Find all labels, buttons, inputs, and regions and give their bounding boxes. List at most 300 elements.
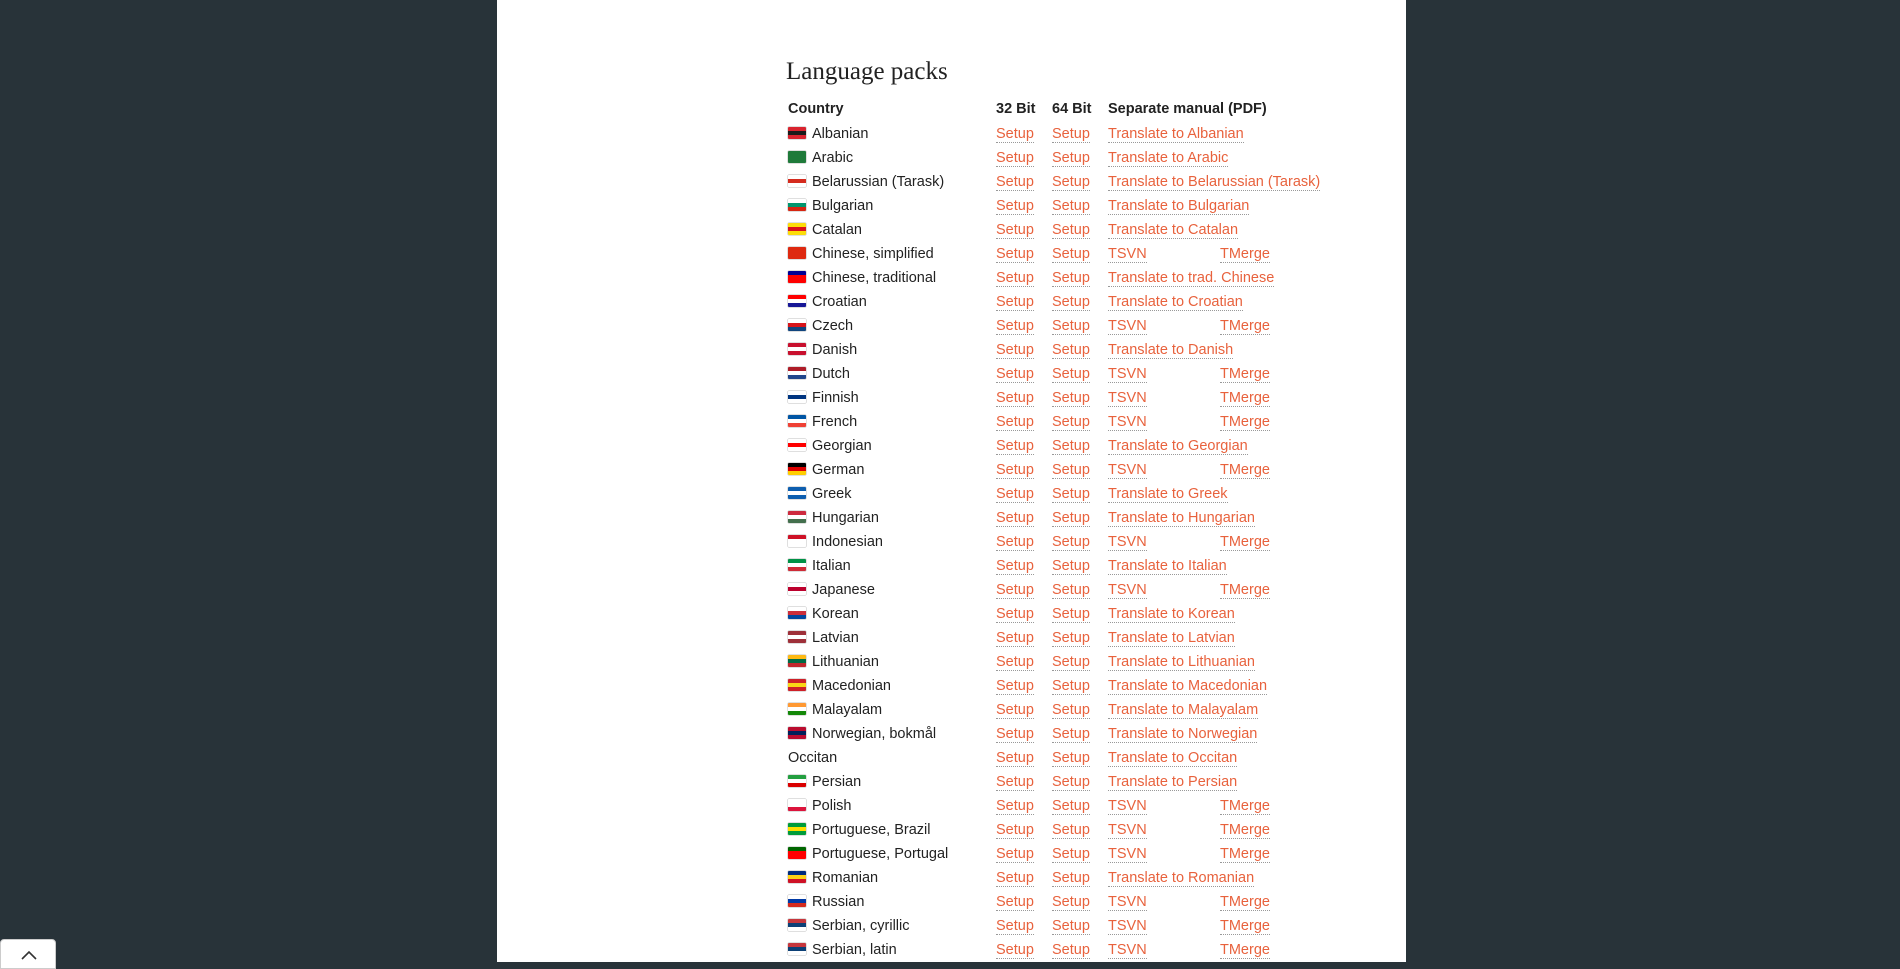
country-name: Czech [812,318,854,334]
setup-32-bit-link[interactable]: Setup [996,198,1034,214]
translate-manual-link[interactable]: Translate to Catalan [1108,222,1239,238]
setup-32-bit-cell [994,314,1050,338]
translate-manual-link[interactable]: Translate to Romanian [1108,870,1255,886]
translate-manual-cell [1106,170,1350,194]
setup-64-bit-cell [1050,914,1106,938]
setup-64-bit-cell [1050,770,1106,794]
table-row [786,410,1350,434]
tsvn-manual-link[interactable]: TSVN [1108,822,1147,838]
country-name: Catalan [812,222,862,238]
setup-32-bit-link[interactable]: Setup [996,246,1034,262]
setup-64-bit-link[interactable]: Setup [1052,750,1090,766]
setup-32-bit-cell [994,386,1050,410]
tmerge-manual-cell [1218,458,1350,482]
country-cell [786,338,994,362]
setup-32-bit-link[interactable]: Setup [996,462,1034,478]
tmerge-manual-cell [1218,386,1350,410]
setup-64-bit-cell [1050,674,1106,698]
setup-64-bit-link[interactable]: Setup [1052,174,1090,190]
setup-64-bit-cell [1050,842,1106,866]
country-name: Finnish [812,390,859,406]
country-name: Belarussian (Tarask) [812,174,945,190]
country-cell [786,530,994,554]
country-name: Portuguese, Portugal [812,846,949,862]
tsvn-manual-link[interactable]: TSVN [1108,462,1147,478]
setup-64-bit-link[interactable]: Setup [1052,918,1090,934]
setup-32-bit-link[interactable]: Setup [996,702,1034,718]
setup-32-bit-link[interactable]: Setup [996,750,1034,766]
setup-64-bit-cell [1050,530,1106,554]
country-name: Occitan [788,750,838,766]
tmerge-manual-cell [1218,914,1350,938]
country-cell [786,314,994,338]
country-cell [786,602,994,626]
country-cell [786,362,994,386]
setup-64-bit-link[interactable]: Setup [1052,558,1090,574]
setup-64-bit-cell [1050,146,1106,170]
setup-32-bit-link[interactable]: Setup [996,870,1034,886]
table-header-row [786,96,1350,122]
country-cell [786,578,994,602]
setup-32-bit-link[interactable]: Setup [996,126,1034,142]
flag-icon [788,607,806,619]
translate-manual-cell [1106,554,1350,578]
setup-64-bit-cell [1050,794,1106,818]
setup-64-bit-link[interactable]: Setup [1052,942,1090,958]
setup-64-bit-link[interactable]: Setup [1052,486,1090,502]
tmerge-manual-link[interactable]: TMerge [1220,822,1270,838]
translate-manual-link[interactable]: Translate to Croatian [1108,294,1243,310]
tsvn-manual-cell [1106,362,1218,386]
setup-64-bit-link[interactable]: Setup [1052,150,1090,166]
translate-manual-cell [1106,122,1350,146]
setup-32-bit-cell [994,218,1050,242]
setup-64-bit-link[interactable]: Setup [1052,438,1090,454]
tmerge-manual-cell [1218,242,1350,266]
setup-32-bit-link[interactable]: Setup [996,942,1034,958]
setup-32-bit-cell [994,482,1050,506]
setup-32-bit-cell [994,458,1050,482]
chevron-up-icon [21,950,37,960]
tsvn-manual-link[interactable]: TSVN [1108,846,1147,862]
tmerge-manual-link[interactable]: TMerge [1220,534,1270,550]
setup-32-bit-cell [994,602,1050,626]
country-name: Korean [812,606,859,622]
setup-32-bit-link[interactable]: Setup [996,846,1034,862]
translate-manual-cell [1106,866,1350,890]
translate-manual-link[interactable]: Translate to Norwegian [1108,726,1258,742]
setup-32-bit-cell [994,866,1050,890]
table-row [786,890,1350,914]
country-cell [786,290,994,314]
tmerge-manual-link[interactable]: TMerge [1220,894,1270,910]
table-row [786,482,1350,506]
tsvn-manual-link[interactable]: TSVN [1108,414,1147,430]
table-row [786,794,1350,818]
country-cell [786,170,994,194]
setup-64-bit-cell [1050,506,1106,530]
country-cell [786,914,994,938]
tmerge-manual-cell [1218,938,1350,962]
translate-manual-link[interactable]: Translate to trad. Chinese [1108,270,1275,286]
tmerge-manual-cell [1218,818,1350,842]
tsvn-manual-link[interactable]: TSVN [1108,918,1147,934]
tmerge-manual-link[interactable]: TMerge [1220,846,1270,862]
translate-manual-link[interactable]: Translate to Danish [1108,342,1234,358]
country-cell [786,866,994,890]
tsvn-manual-link[interactable]: TSVN [1108,390,1147,406]
flag-icon [788,631,806,643]
setup-64-bit-link[interactable]: Setup [1052,870,1090,886]
setup-64-bit-link[interactable]: Setup [1052,366,1090,382]
setup-32-bit-cell [994,170,1050,194]
flag-icon [788,655,806,667]
setup-64-bit-link[interactable]: Setup [1052,702,1090,718]
country-cell [786,146,994,170]
setup-32-bit-cell [994,722,1050,746]
country-name: Latvian [812,630,859,646]
country-name: Norwegian, bokmål [812,726,937,742]
translate-manual-link[interactable]: Translate to Greek [1108,486,1228,502]
flag-icon [788,463,806,475]
setup-64-bit-cell [1050,578,1106,602]
tsvn-manual-link[interactable]: TSVN [1108,246,1147,262]
country-name: Greek [812,486,852,502]
flag-icon [788,871,806,883]
setup-64-bit-link[interactable]: Setup [1052,534,1090,550]
country-name: French [812,414,858,430]
country-cell [786,194,994,218]
table-row [786,314,1350,338]
tmerge-manual-link[interactable]: TMerge [1220,918,1270,934]
setup-64-bit-link[interactable]: Setup [1052,606,1090,622]
setup-64-bit-link[interactable]: Setup [1052,414,1090,430]
tsvn-manual-cell [1106,794,1218,818]
setup-64-bit-link[interactable]: Setup [1052,678,1090,694]
setup-64-bit-cell [1050,170,1106,194]
translate-manual-link[interactable]: Translate to Malayalam [1108,702,1259,718]
translate-manual-cell [1106,602,1350,626]
country-cell [786,674,994,698]
translate-manual-link[interactable]: Translate to Korean [1108,606,1235,622]
translate-manual-link[interactable]: Translate to Hungarian [1108,510,1255,526]
table-row [786,746,1350,770]
table-row [786,578,1350,602]
setup-32-bit-link[interactable]: Setup [996,606,1034,622]
country-cell [786,410,994,434]
country-name: Albanian [812,126,869,142]
table-row [786,242,1350,266]
setup-32-bit-cell [994,914,1050,938]
language-packs-section [786,54,1386,962]
setup-64-bit-cell [1050,362,1106,386]
setup-64-bit-link[interactable]: Setup [1052,126,1090,142]
table-row [786,554,1350,578]
setup-32-bit-link[interactable]: Setup [996,342,1034,358]
setup-64-bit-link[interactable]: Setup [1052,462,1090,478]
setup-64-bit-link[interactable]: Setup [1052,222,1090,238]
tsvn-manual-cell [1106,242,1218,266]
tmerge-manual-link[interactable]: TMerge [1220,462,1270,478]
section-title: Language packs [786,58,948,85]
translate-manual-cell [1106,770,1350,794]
translate-manual-cell [1106,218,1350,242]
flag-icon [788,223,806,235]
tmerge-manual-link[interactable]: TMerge [1220,366,1270,382]
setup-64-bit-link[interactable]: Setup [1052,822,1090,838]
country-cell [786,770,994,794]
country-cell [786,746,994,770]
setup-32-bit-link[interactable]: Setup [996,774,1034,790]
tmerge-manual-cell [1218,314,1350,338]
setup-32-bit-link[interactable]: Setup [996,582,1034,598]
flag-icon [788,559,806,571]
translate-manual-cell [1106,434,1350,458]
country-cell [786,698,994,722]
setup-32-bit-cell [994,194,1050,218]
tsvn-manual-cell [1106,578,1218,602]
language-packs-table [786,96,1350,962]
setup-32-bit-link[interactable]: Setup [996,270,1034,286]
setup-64-bit-cell [1050,218,1106,242]
tsvn-manual-cell [1106,842,1218,866]
translate-manual-link[interactable]: Translate to Persian [1108,774,1238,790]
tsvn-manual-cell [1106,314,1218,338]
flag-icon [788,367,806,379]
setup-32-bit-link[interactable]: Setup [996,654,1034,670]
setup-32-bit-link[interactable]: Setup [996,894,1034,910]
header-64-bit: 64 Bit [1052,101,1092,117]
setup-32-bit-link[interactable]: Setup [996,726,1034,742]
setup-32-bit-link[interactable]: Setup [996,822,1034,838]
setup-32-bit-link[interactable]: Setup [996,558,1034,574]
setup-32-bit-link[interactable]: Setup [996,534,1034,550]
tmerge-manual-link[interactable]: TMerge [1220,318,1270,334]
translate-manual-cell [1106,338,1350,362]
tsvn-manual-link[interactable]: TSVN [1108,318,1147,334]
country-name: Japanese [812,582,875,598]
setup-32-bit-link[interactable]: Setup [996,150,1034,166]
translate-manual-link[interactable]: Translate to Albanian [1108,126,1244,142]
setup-64-bit-cell [1050,122,1106,146]
translate-manual-cell [1106,506,1350,530]
setup-64-bit-link[interactable]: Setup [1052,510,1090,526]
setup-32-bit-link[interactable]: Setup [996,174,1034,190]
setup-64-bit-link[interactable]: Setup [1052,774,1090,790]
tsvn-manual-cell [1106,890,1218,914]
country-cell [786,818,994,842]
flag-icon [788,319,806,331]
tmerge-manual-cell [1218,842,1350,866]
table-row [786,842,1350,866]
tmerge-manual-cell [1218,794,1350,818]
setup-32-bit-link[interactable]: Setup [996,366,1034,382]
country-name: Persian [812,774,862,790]
setup-32-bit-link[interactable]: Setup [996,438,1034,454]
table-row [786,698,1350,722]
tmerge-manual-link[interactable]: TMerge [1220,390,1270,406]
tsvn-manual-link[interactable]: TSVN [1108,534,1147,550]
setup-32-bit-link[interactable]: Setup [996,630,1034,646]
setup-32-bit-cell [994,794,1050,818]
tsvn-manual-cell [1106,530,1218,554]
flag-icon [788,535,806,547]
setup-64-bit-link[interactable]: Setup [1052,342,1090,358]
setup-32-bit-cell [994,842,1050,866]
setup-64-bit-link[interactable]: Setup [1052,798,1090,814]
setup-32-bit-cell [994,746,1050,770]
setup-32-bit-cell [994,578,1050,602]
translate-manual-cell [1106,746,1350,770]
table-row [786,362,1350,386]
translate-manual-cell [1106,722,1350,746]
translate-manual-link[interactable]: Translate to Latvian [1108,630,1235,646]
translate-manual-link[interactable]: Translate to Lithuanian [1108,654,1255,670]
translate-manual-link[interactable]: Translate to Occitan [1108,750,1238,766]
flag-icon [788,391,806,403]
tmerge-manual-link[interactable]: TMerge [1220,942,1270,958]
flag-icon [788,487,806,499]
flag-icon [788,919,806,931]
table-row [786,626,1350,650]
setup-32-bit-link[interactable]: Setup [996,678,1034,694]
setup-64-bit-link[interactable]: Setup [1052,654,1090,670]
header-32-bit: 32 Bit [996,101,1036,117]
setup-64-bit-link[interactable]: Setup [1052,726,1090,742]
tsvn-manual-cell [1106,386,1218,410]
setup-64-bit-link[interactable]: Setup [1052,318,1090,334]
setup-64-bit-link[interactable]: Setup [1052,390,1090,406]
flag-icon [788,175,806,187]
setup-64-bit-cell [1050,746,1106,770]
table-row [786,194,1350,218]
tsvn-manual-cell [1106,938,1218,962]
setup-32-bit-link[interactable]: Setup [996,486,1034,502]
country-cell [786,842,994,866]
country-cell [786,434,994,458]
header-country: Country [788,101,844,117]
translate-manual-cell [1106,698,1350,722]
flag-icon [788,895,806,907]
scroll-to-top-button[interactable] [0,939,56,969]
flag-icon [788,247,806,259]
setup-32-bit-link[interactable]: Setup [996,222,1034,238]
country-cell [786,218,994,242]
country-name: Chinese, simplified [812,246,934,262]
country-cell [786,122,994,146]
setup-64-bit-link[interactable]: Setup [1052,582,1090,598]
table-row [786,506,1350,530]
tmerge-manual-link[interactable]: TMerge [1220,798,1270,814]
country-cell [786,890,994,914]
setup-64-bit-link[interactable]: Setup [1052,894,1090,910]
country-name: Croatian [812,294,867,310]
table-row [786,266,1350,290]
country-cell [786,266,994,290]
tsvn-manual-link[interactable]: TSVN [1108,894,1147,910]
country-cell [786,722,994,746]
country-cell [786,554,994,578]
tmerge-manual-link[interactable]: TMerge [1220,246,1270,262]
setup-32-bit-link[interactable]: Setup [996,414,1034,430]
translate-manual-cell [1106,146,1350,170]
setup-64-bit-cell [1050,890,1106,914]
setup-32-bit-link[interactable]: Setup [996,918,1034,934]
table-row [786,602,1350,626]
translate-manual-cell [1106,626,1350,650]
setup-64-bit-cell [1050,722,1106,746]
flag-icon [788,343,806,355]
translate-manual-link[interactable]: Translate to Arabic [1108,150,1229,166]
flag-icon [788,271,806,283]
setup-64-bit-link[interactable]: Setup [1052,270,1090,286]
setup-64-bit-link[interactable]: Setup [1052,846,1090,862]
setup-64-bit-link[interactable]: Setup [1052,246,1090,262]
setup-32-bit-link[interactable]: Setup [996,318,1034,334]
flag-icon [788,127,806,139]
table-row [786,866,1350,890]
table-row [786,530,1350,554]
translate-manual-link[interactable]: Translate to Macedonian [1108,678,1268,694]
table-row [786,434,1350,458]
tmerge-manual-link[interactable]: TMerge [1220,414,1270,430]
setup-32-bit-cell [994,266,1050,290]
setup-64-bit-cell [1050,194,1106,218]
country-cell [786,458,994,482]
setup-32-bit-cell [994,674,1050,698]
setup-64-bit-cell [1050,410,1106,434]
tsvn-manual-link[interactable]: TSVN [1108,582,1147,598]
setup-32-bit-cell [994,890,1050,914]
country-name: Romanian [812,870,879,886]
country-cell [786,938,994,962]
setup-64-bit-link[interactable]: Setup [1052,198,1090,214]
country-cell [786,482,994,506]
translate-manual-cell [1106,266,1350,290]
table-row [786,722,1350,746]
setup-32-bit-link[interactable]: Setup [996,294,1034,310]
tsvn-manual-link[interactable]: TSVN [1108,366,1147,382]
setup-32-bit-link[interactable]: Setup [996,390,1034,406]
setup-64-bit-cell [1050,482,1106,506]
setup-32-bit-link[interactable]: Setup [996,798,1034,814]
setup-32-bit-cell [994,626,1050,650]
setup-64-bit-cell [1050,242,1106,266]
setup-32-bit-link[interactable]: Setup [996,510,1034,526]
translate-manual-link[interactable]: Translate to Italian [1108,558,1227,574]
table-row [786,914,1350,938]
setup-32-bit-cell [994,242,1050,266]
tsvn-manual-link[interactable]: TSVN [1108,798,1147,814]
translate-manual-link[interactable]: Translate to Georgian [1108,438,1248,454]
setup-64-bit-link[interactable]: Setup [1052,294,1090,310]
country-name: Indonesian [812,534,883,550]
table-row [786,146,1350,170]
tmerge-manual-cell [1218,530,1350,554]
country-name: Portuguese, Brazil [812,822,931,838]
flag-icon [788,703,806,715]
flag-icon [788,679,806,691]
setup-64-bit-cell [1050,650,1106,674]
translate-manual-link[interactable]: Translate to Bulgarian [1108,198,1250,214]
tsvn-manual-cell [1106,818,1218,842]
setup-64-bit-link[interactable]: Setup [1052,630,1090,646]
translate-manual-link[interactable]: Translate to Belarussian (Tarask) [1108,174,1321,190]
flag-icon [788,775,806,787]
setup-64-bit-cell [1050,554,1106,578]
tsvn-manual-link[interactable]: TSVN [1108,942,1147,958]
tmerge-manual-link[interactable]: TMerge [1220,582,1270,598]
